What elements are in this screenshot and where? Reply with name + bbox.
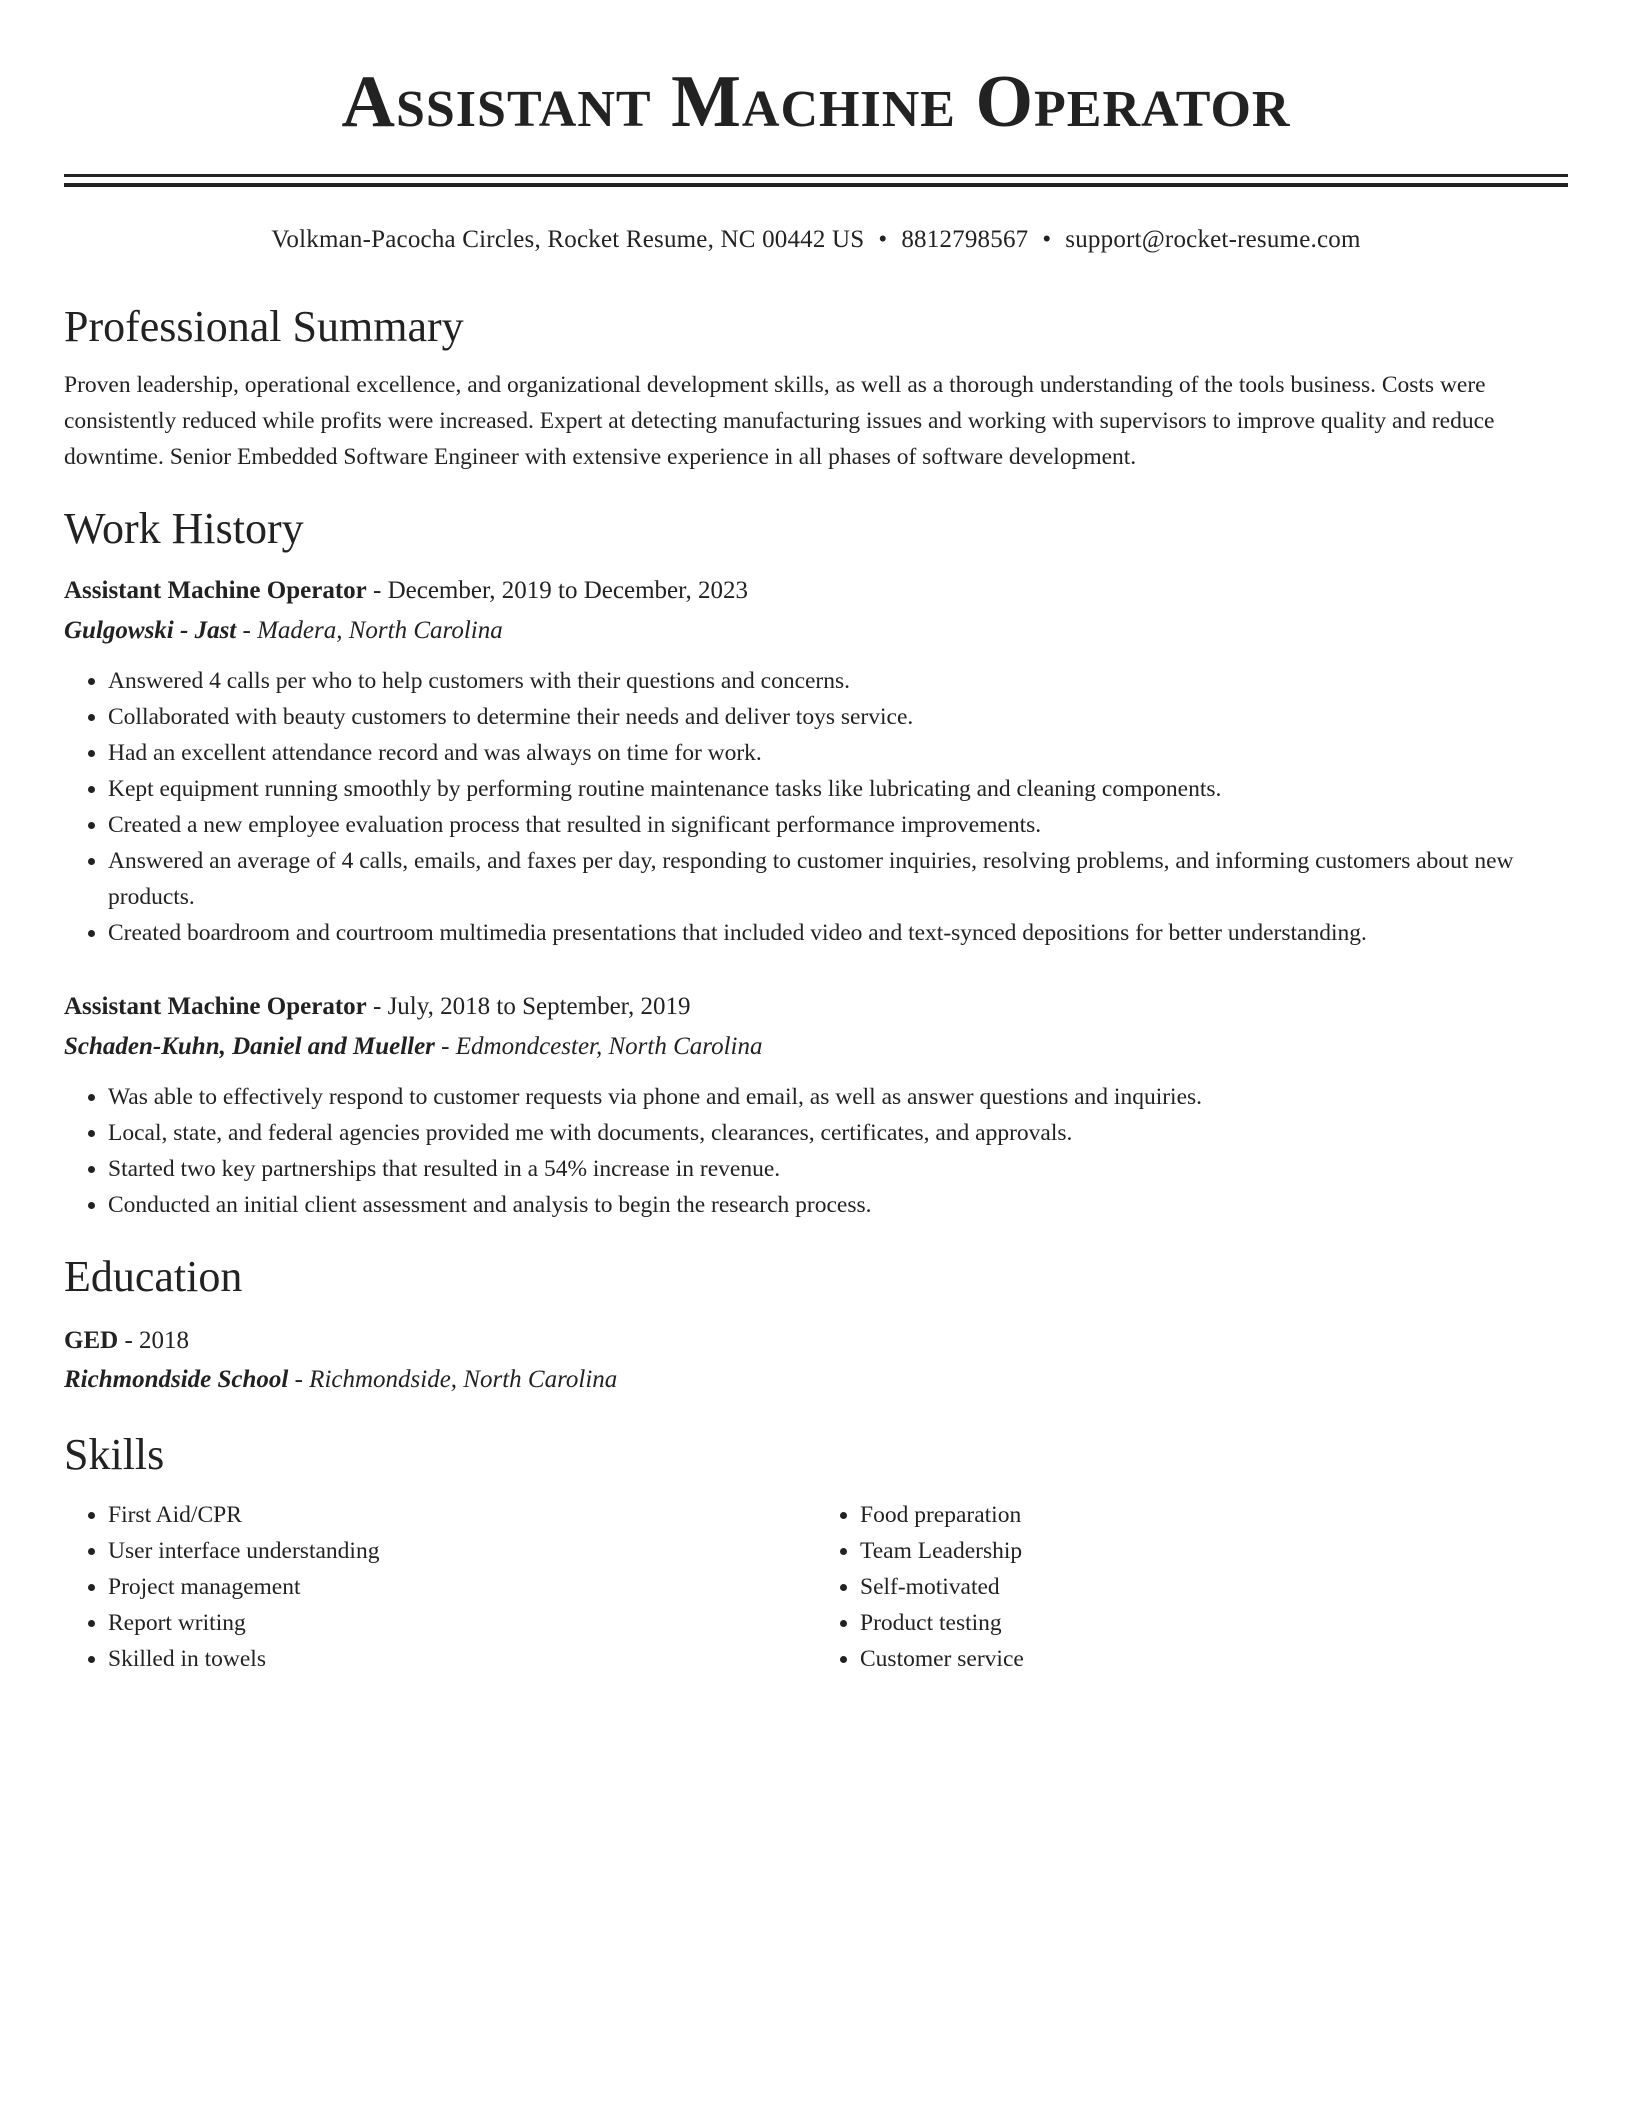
skill-item: • Customer service <box>860 1641 1568 1677</box>
skill-item: • Product testing <box>860 1605 1568 1641</box>
job-location: Madera, North Carolina <box>257 617 503 644</box>
job-employer-line <box>64 1027 1568 1067</box>
skill-item: • Food preparation <box>860 1497 1568 1533</box>
job-bullet: • Answered an average of 4 calls, emails, and faxes per day, responding to customer inquiries, resolving problems, and informing customers about new products. <box>108 843 1568 915</box>
job-entry <box>64 571 1568 951</box>
work-history-heading: Work History <box>64 504 304 553</box>
skill-item: • Self-motivated <box>860 1569 1568 1605</box>
contact-phone: 8812798567 <box>901 226 1029 253</box>
skill-item: • Report writing <box>108 1605 816 1641</box>
education-dash: - <box>118 1327 140 1354</box>
job-bullet: • Kept equipment running smoothly by performing routine maintenance tasks like lubricating and cleaning components. <box>108 771 1568 807</box>
education-degree-line <box>64 1321 1568 1360</box>
contact-address: Volkman-Pacocha Circles, Rocket Resume, NC 00442 US <box>271 226 865 253</box>
header-divider-top <box>64 174 1568 177</box>
contact-email: support@rocket-resume.com <box>1065 226 1361 253</box>
contact-line <box>64 223 1568 257</box>
job-dash: - <box>236 617 258 644</box>
job-location: Edmondcester, North Carolina <box>455 1033 763 1060</box>
skills-column-left <box>64 1497 816 1677</box>
job-entry <box>64 987 1568 1223</box>
job-company: Schaden-Kuhn, Daniel and Mueller <box>64 1033 435 1060</box>
education-school-line <box>64 1360 1568 1399</box>
summary-heading: Professional Summary <box>64 302 464 351</box>
summary-text: Proven leadership, operational excellence, and organizational development skills, as well as a thorough understanding of the tools business. Costs were consistently reduced while profits were increased. Expert at detecting manufacturing issues and working with supervisors to improve quality and reduce downtime. Senior Embedded Software Engineer with extensive experience in all phases of software development. <box>64 372 1495 470</box>
job-bullet: • Local, state, and federal agencies provided me with documents, clearances, certificates, and approvals. <box>108 1115 1568 1151</box>
job-dash: - <box>366 993 388 1020</box>
header-divider-bottom <box>64 183 1568 187</box>
contact-separator: • <box>878 226 888 253</box>
resume-name: Assistant Machine Operator <box>341 61 1291 143</box>
education-degree: GED <box>64 1327 119 1354</box>
contact-separator: • <box>1042 226 1052 253</box>
job-bullet: • Collaborated with beauty customers to determine their needs and deliver toys service. <box>108 699 1568 735</box>
job-title: Assistant Machine Operator <box>64 993 367 1020</box>
job-bullet: • Created boardroom and courtroom multimedia presentations that included video and text-synced depositions for better understanding. <box>108 915 1568 951</box>
job-bullet: • Created a new employee evaluation process that resulted in significant performance improvements. <box>108 807 1568 843</box>
job-bullet: • Had an excellent attendance record and was always on time for work. <box>108 735 1568 771</box>
job-bullet: • Conducted an initial client assessment and analysis to begin the research process. <box>108 1187 1568 1223</box>
skill-item: • User interface understanding <box>108 1533 816 1569</box>
skill-item: • Team Leadership <box>860 1533 1568 1569</box>
job-bullet: • Answered 4 calls per who to help customers with their questions and concerns. <box>108 663 1568 699</box>
job-bullet: • Started two key partnerships that resulted in a 54% increase in revenue. <box>108 1151 1568 1187</box>
skills-list <box>64 1497 1568 1677</box>
skill-item: • Project management <box>108 1569 816 1605</box>
skill-item: • Skilled in towels <box>108 1641 816 1677</box>
education-dash: - <box>288 1366 310 1393</box>
job-title: Assistant Machine Operator <box>64 577 367 604</box>
job-bullets <box>64 1079 1568 1223</box>
job-dates: July, 2018 to September, 2019 <box>387 993 691 1020</box>
job-bullets <box>64 663 1568 951</box>
education-location: Richmondside, North Carolina <box>309 1366 618 1393</box>
education-entry <box>64 1321 1568 1399</box>
job-header <box>64 571 1568 611</box>
skill-item: • First Aid/CPR <box>108 1497 816 1533</box>
job-dash: - <box>434 1033 456 1060</box>
education-school: Richmondside School <box>64 1366 289 1393</box>
job-dates: December, 2019 to December, 2023 <box>387 577 748 604</box>
education-heading: Education <box>64 1252 243 1301</box>
skills-heading: Skills <box>64 1430 165 1479</box>
education-year: 2018 <box>139 1327 190 1354</box>
job-company: Gulgowski - Jast <box>64 617 237 644</box>
job-bullet: • Was able to effectively respond to customer requests via phone and email, as well as answer questions and inquiries. <box>108 1079 1568 1115</box>
job-header <box>64 987 1568 1027</box>
skills-column-right <box>816 1497 1568 1677</box>
job-employer-line <box>64 611 1568 651</box>
job-dash: - <box>366 577 388 604</box>
